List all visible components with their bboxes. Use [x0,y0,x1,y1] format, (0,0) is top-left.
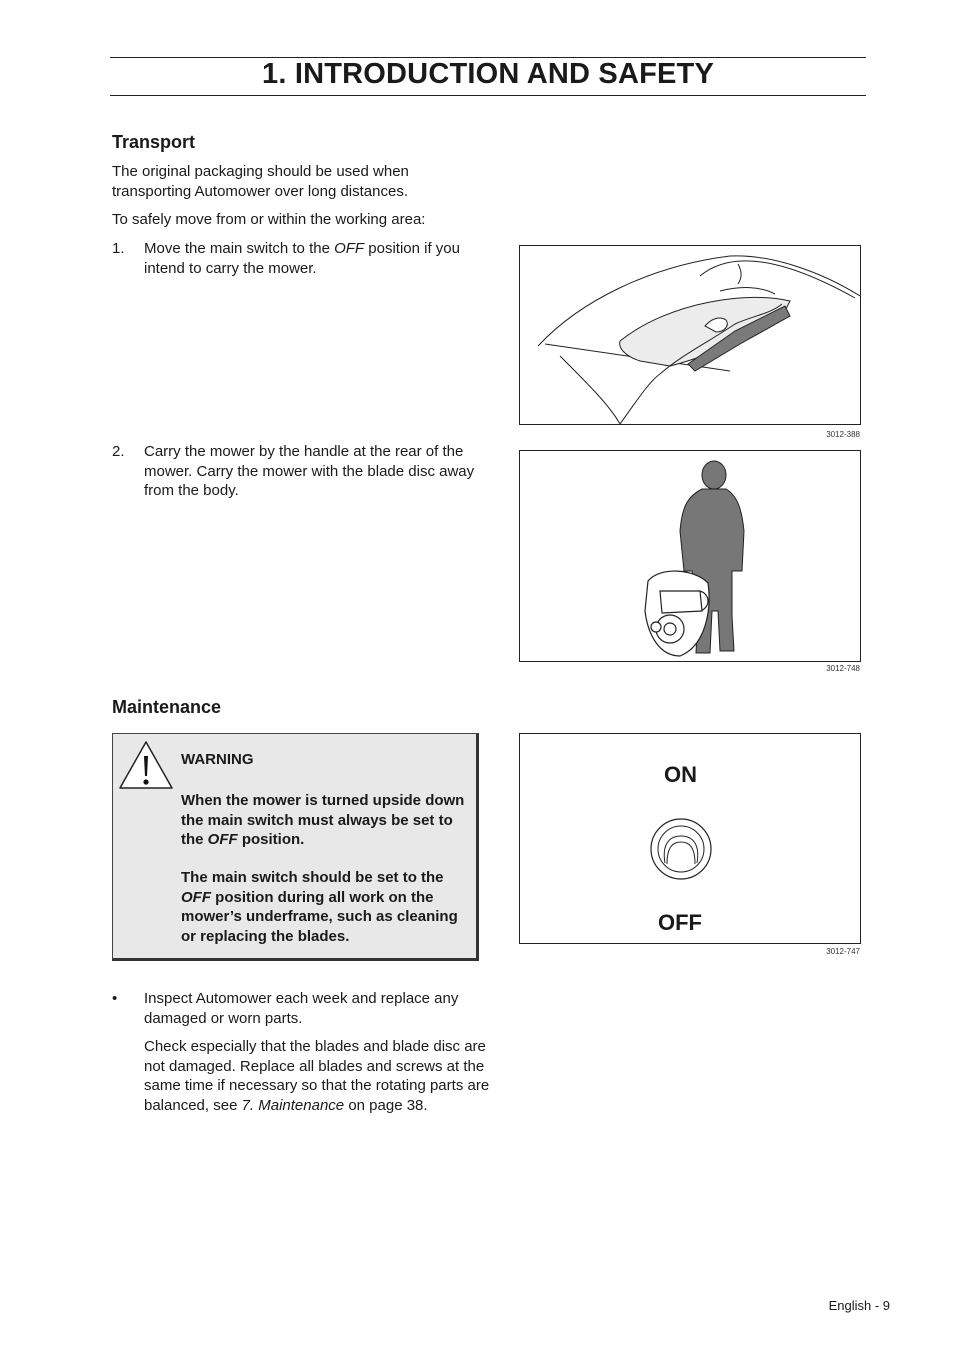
step-1-text-a: Move the main switch to the [144,240,335,257]
step-1-text-em: OFF [334,240,365,257]
step-1-number: 1. [112,240,125,257]
bullet-followup-b: on page 38. [344,1096,428,1114]
warning-para-1 [181,791,471,850]
bullet-marker: • [112,990,118,1007]
warning-title: WARNING [181,751,254,768]
person-carrying-mower-icon [520,451,860,661]
step-1-text [144,239,489,278]
step-2-text: Carry the mower by the handle at the rear of the mower. Carry the mower with the blade disc away from the body. [144,443,475,499]
switch-off-label: OFF [658,910,702,935]
transport-para-1: The original packaging should be used when transporting Automower over long distances. [112,163,409,200]
figure-3-code: 3012-747 [826,947,860,956]
warning-triangle-icon [117,738,175,792]
bullet-followup [144,1037,494,1115]
warning-para-1-em: OFF [207,831,238,848]
maintenance-heading: Maintenance [112,697,222,717]
bullet-followup-a: Check especially that the blades and blade disc are not damaged. Replace all blades and screws at the same time if necessary so that the rotating parts are balanced, see [144,1038,490,1114]
transport-heading: Transport [112,132,196,152]
warning-para-1-b: position. [237,831,305,848]
step-1-text-b: position if you intend to carry the mower. [144,240,460,277]
warning-para-2-b: position during all work on the mower’s underframe, such as cleaning or replacing the blades. [181,888,458,945]
title-rule-bottom [110,95,866,96]
step-2-number: 2. [112,443,125,460]
page-number: English - 9 [828,1298,890,1313]
transport-para-2: To safely move from or within the working area: [112,211,426,228]
figure-person-carrying [519,450,861,662]
main-switch-icon [648,816,714,882]
figure-main-switch [519,733,861,944]
warning-para-1-a: When the mower is turned upside down the main switch must always be set to the [181,792,465,848]
hand-on-switch-icon [520,246,860,424]
switch-on-label: ON [664,762,697,787]
figure-1-code: 3012-388 [826,430,860,439]
chapter-title: 1. INTRODUCTION AND SAFETY [261,58,715,90]
figure-2-code: 3012-748 [826,664,860,673]
bullet-followup-em: 7. Maintenance [241,1096,345,1114]
figure-hand-on-switch [519,245,861,425]
warning-para-2-em: OFF [181,888,211,906]
warning-box [112,733,479,961]
warning-para-2-a: The main switch should be set to the [181,869,444,886]
bullet-text: Inspect Automower each week and replace any damaged or worn parts. [144,990,459,1027]
warning-para-2 [181,868,471,946]
